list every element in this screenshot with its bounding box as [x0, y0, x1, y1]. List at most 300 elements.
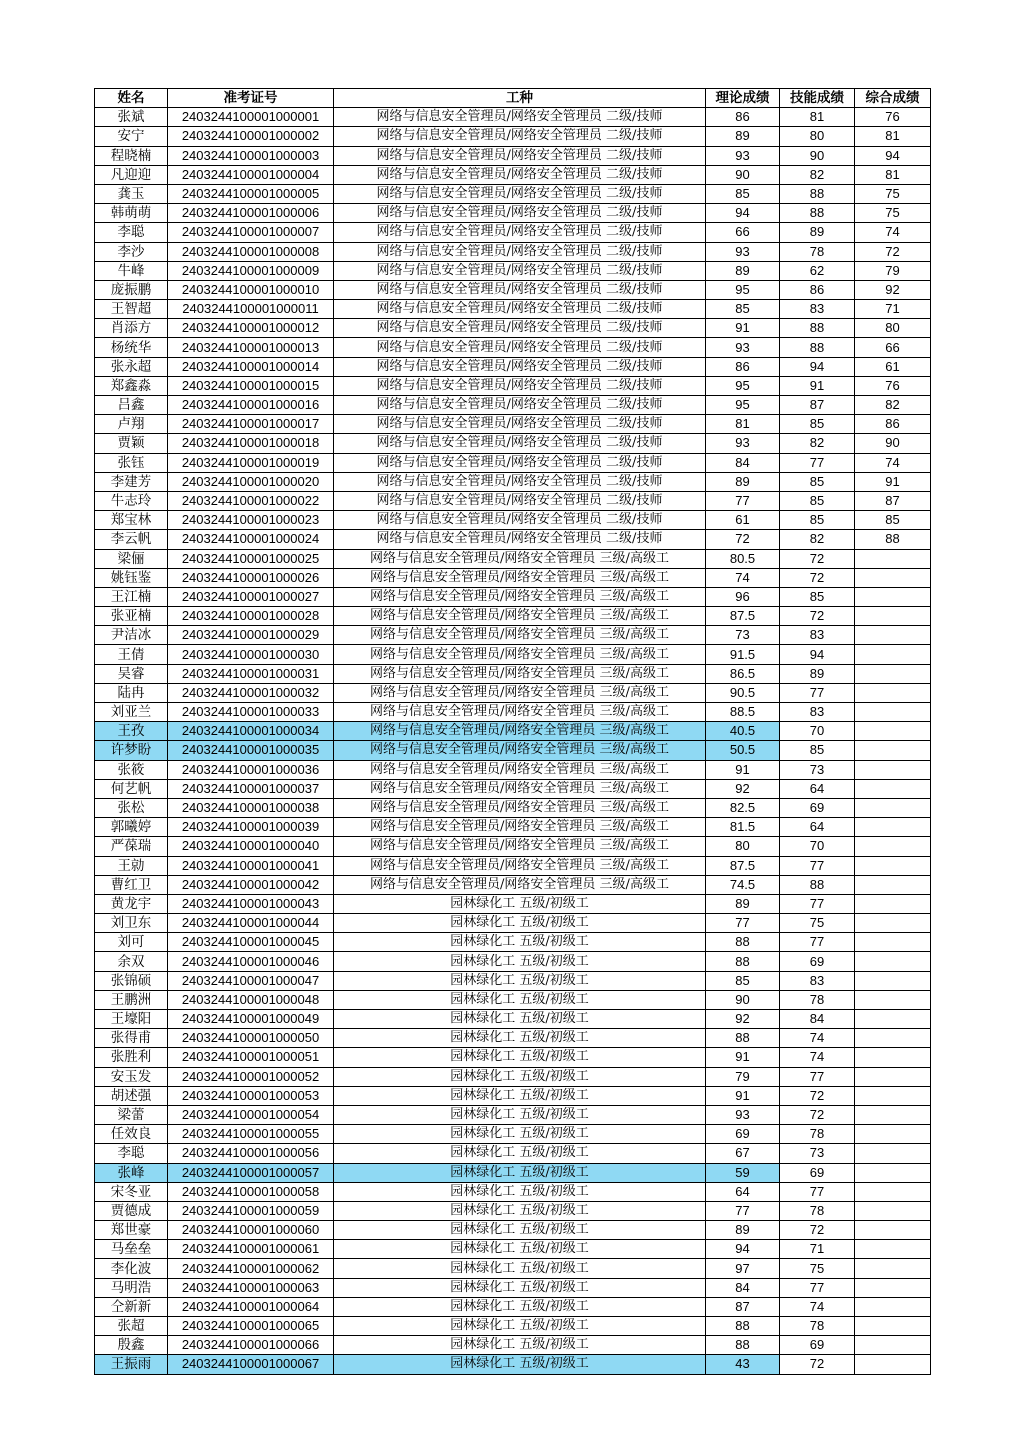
exam-id-cell: 2403244100001000032 — [168, 683, 334, 702]
job-type-cell: 园林绿化工 五级/初级工 — [334, 933, 706, 952]
total-score-cell — [855, 722, 931, 741]
skill-score-cell: 77 — [780, 894, 855, 913]
theory-score-cell: 59 — [706, 1163, 780, 1182]
theory-score-cell: 93 — [706, 146, 780, 165]
job-type-cell: 网络与信息安全管理员/网络安全管理员 三级/高级工 — [334, 760, 706, 779]
exam-id-cell: 2403244100001000023 — [168, 511, 334, 530]
name-cell: 姚钰鉴 — [95, 568, 168, 587]
skill-score-cell: 85 — [780, 511, 855, 530]
theory-score-cell: 69 — [706, 1125, 780, 1144]
theory-score-cell: 67 — [706, 1144, 780, 1163]
total-score-cell — [855, 837, 931, 856]
skill-score-cell: 85 — [780, 491, 855, 510]
skill-score-cell: 71 — [780, 1240, 855, 1259]
skill-score-cell: 69 — [780, 1336, 855, 1355]
skill-score-cell: 82 — [780, 434, 855, 453]
name-cell: 余双 — [95, 952, 168, 971]
job-type-cell: 园林绿化工 五级/初级工 — [334, 1182, 706, 1201]
total-score-cell — [855, 894, 931, 913]
name-cell: 王智超 — [95, 300, 168, 319]
name-cell: 郑世豪 — [95, 1221, 168, 1240]
table-row — [95, 357, 931, 376]
name-cell: 胡述强 — [95, 1086, 168, 1105]
skill-score-cell: 89 — [780, 223, 855, 242]
table-row — [95, 875, 931, 894]
theory-score-cell: 77 — [706, 914, 780, 933]
exam-id-cell: 2403244100001000020 — [168, 472, 334, 491]
total-score-cell: 87 — [855, 491, 931, 510]
table-row — [95, 741, 931, 760]
exam-id-cell: 2403244100001000038 — [168, 798, 334, 817]
total-score-cell: 61 — [855, 357, 931, 376]
name-cell: 杨统华 — [95, 338, 168, 357]
total-score-cell: 80 — [855, 319, 931, 338]
skill-score-cell: 88 — [780, 338, 855, 357]
table-row — [95, 1163, 931, 1182]
theory-score-cell: 90 — [706, 165, 780, 184]
name-cell: 宋冬亚 — [95, 1182, 168, 1201]
name-cell: 任效良 — [95, 1125, 168, 1144]
header-skill-score: 技能成绩 — [780, 89, 855, 108]
total-score-cell: 92 — [855, 280, 931, 299]
skill-score-cell: 75 — [780, 914, 855, 933]
job-type-cell: 网络与信息安全管理员/网络安全管理员 二级/技师 — [334, 319, 706, 338]
total-score-cell: 91 — [855, 472, 931, 491]
skill-score-cell: 77 — [780, 1182, 855, 1201]
total-score-cell: 75 — [855, 204, 931, 223]
skill-score-cell: 83 — [780, 626, 855, 645]
exam-id-cell: 2403244100001000011 — [168, 300, 334, 319]
table-row — [95, 1278, 931, 1297]
job-type-cell: 网络与信息安全管理员/网络安全管理员 二级/技师 — [334, 184, 706, 203]
name-cell: 李聪 — [95, 1144, 168, 1163]
theory-score-cell: 77 — [706, 1201, 780, 1220]
name-cell: 刘卫东 — [95, 914, 168, 933]
name-cell: 刘亚兰 — [95, 703, 168, 722]
exam-id-cell: 2403244100001000042 — [168, 875, 334, 894]
theory-score-cell: 90.5 — [706, 683, 780, 702]
theory-score-cell: 84 — [706, 1278, 780, 1297]
name-cell: 张斌 — [95, 108, 168, 127]
header-name: 姓名 — [95, 89, 168, 108]
total-score-cell: 94 — [855, 146, 931, 165]
skill-score-cell: 64 — [780, 779, 855, 798]
skill-score-cell: 80 — [780, 127, 855, 146]
total-score-cell: 71 — [855, 300, 931, 319]
name-cell: 安宁 — [95, 127, 168, 146]
table-row — [95, 856, 931, 875]
total-score-cell — [855, 664, 931, 683]
total-score-cell — [855, 1010, 931, 1029]
header-theory-score: 理论成绩 — [706, 89, 780, 108]
name-cell: 王江楠 — [95, 587, 168, 606]
table-row — [95, 338, 931, 357]
exam-id-cell: 2403244100001000062 — [168, 1259, 334, 1278]
exam-id-cell: 2403244100001000022 — [168, 491, 334, 510]
theory-score-cell: 43 — [706, 1355, 780, 1374]
exam-id-cell: 2403244100001000008 — [168, 242, 334, 261]
job-type-cell: 园林绿化工 五级/初级工 — [334, 1048, 706, 1067]
name-cell: 张峰 — [95, 1163, 168, 1182]
theory-score-cell: 91.5 — [706, 645, 780, 664]
name-cell: 尹洁冰 — [95, 626, 168, 645]
theory-score-cell: 91 — [706, 1086, 780, 1105]
exam-id-cell: 2403244100001000065 — [168, 1317, 334, 1336]
job-type-cell: 网络与信息安全管理员/网络安全管理员 三级/高级工 — [334, 607, 706, 626]
name-cell: 庞振鹏 — [95, 280, 168, 299]
skill-score-cell: 85 — [780, 741, 855, 760]
name-cell: 李聪 — [95, 223, 168, 242]
theory-score-cell: 85 — [706, 300, 780, 319]
theory-score-cell: 88 — [706, 1336, 780, 1355]
table-row — [95, 1144, 931, 1163]
exam-id-cell: 2403244100001000049 — [168, 1010, 334, 1029]
table-row — [95, 1048, 931, 1067]
skill-score-cell: 83 — [780, 971, 855, 990]
total-score-cell: 88 — [855, 530, 931, 549]
name-cell: 刘可 — [95, 933, 168, 952]
exam-id-cell: 2403244100001000047 — [168, 971, 334, 990]
table-row — [95, 587, 931, 606]
total-score-cell — [855, 741, 931, 760]
skill-score-cell: 72 — [780, 1221, 855, 1240]
skill-score-cell: 90 — [780, 146, 855, 165]
theory-score-cell: 86 — [706, 357, 780, 376]
table-row — [95, 376, 931, 395]
job-type-cell: 园林绿化工 五级/初级工 — [334, 1355, 706, 1374]
exam-id-cell: 2403244100001000035 — [168, 741, 334, 760]
job-type-cell: 网络与信息安全管理员/网络安全管理员 二级/技师 — [334, 511, 706, 530]
table-row — [95, 1010, 931, 1029]
table-row — [95, 1221, 931, 1240]
exam-id-cell: 2403244100001000027 — [168, 587, 334, 606]
theory-score-cell: 77 — [706, 491, 780, 510]
skill-score-cell: 74 — [780, 1297, 855, 1316]
name-cell: 王孜 — [95, 722, 168, 741]
skill-score-cell: 62 — [780, 261, 855, 280]
theory-score-cell: 91 — [706, 760, 780, 779]
table-row — [95, 683, 931, 702]
skill-score-cell: 72 — [780, 607, 855, 626]
total-score-cell: 75 — [855, 184, 931, 203]
skill-score-cell: 70 — [780, 837, 855, 856]
skill-score-cell: 83 — [780, 300, 855, 319]
theory-score-cell: 81.5 — [706, 818, 780, 837]
total-score-cell — [855, 1201, 931, 1220]
exam-id-cell: 2403244100001000045 — [168, 933, 334, 952]
exam-id-cell: 2403244100001000018 — [168, 434, 334, 453]
theory-score-cell: 93 — [706, 338, 780, 357]
header-job-type: 工种 — [334, 89, 706, 108]
theory-score-cell: 88 — [706, 1029, 780, 1048]
exam-id-cell: 2403244100001000039 — [168, 818, 334, 837]
skill-score-cell: 77 — [780, 1278, 855, 1297]
skill-score-cell: 72 — [780, 549, 855, 568]
exam-id-cell: 2403244100001000005 — [168, 184, 334, 203]
theory-score-cell: 88.5 — [706, 703, 780, 722]
table-row — [95, 703, 931, 722]
theory-score-cell: 92 — [706, 779, 780, 798]
skill-score-cell: 78 — [780, 990, 855, 1009]
name-cell: 马明浩 — [95, 1278, 168, 1297]
name-cell: 李建芳 — [95, 472, 168, 491]
theory-score-cell: 86.5 — [706, 664, 780, 683]
table-row — [95, 914, 931, 933]
header-exam-id: 准考证号 — [168, 89, 334, 108]
skill-score-cell: 77 — [780, 933, 855, 952]
total-score-cell — [855, 1221, 931, 1240]
total-score-cell — [855, 779, 931, 798]
theory-score-cell: 94 — [706, 204, 780, 223]
name-cell: 郑鑫淼 — [95, 376, 168, 395]
total-score-cell — [855, 1105, 931, 1124]
skill-score-cell: 89 — [780, 664, 855, 683]
exam-id-cell: 2403244100001000036 — [168, 760, 334, 779]
theory-score-cell: 88 — [706, 1317, 780, 1336]
name-cell: 王勍 — [95, 856, 168, 875]
theory-score-cell: 88 — [706, 933, 780, 952]
skill-score-cell: 88 — [780, 875, 855, 894]
theory-score-cell: 97 — [706, 1259, 780, 1278]
skill-score-cell: 81 — [780, 108, 855, 127]
name-cell: 梁俪 — [95, 549, 168, 568]
table-row — [95, 549, 931, 568]
name-cell: 张亚楠 — [95, 607, 168, 626]
total-score-cell — [855, 1067, 931, 1086]
job-type-cell: 网络与信息安全管理员/网络安全管理员 二级/技师 — [334, 280, 706, 299]
total-score-cell: 86 — [855, 415, 931, 434]
exam-id-cell: 2403244100001000024 — [168, 530, 334, 549]
job-type-cell: 园林绿化工 五级/初级工 — [334, 1201, 706, 1220]
total-score-cell — [855, 645, 931, 664]
theory-score-cell: 84 — [706, 453, 780, 472]
skill-score-cell: 94 — [780, 357, 855, 376]
name-cell: 吴睿 — [95, 664, 168, 683]
name-cell: 殷鑫 — [95, 1336, 168, 1355]
name-cell: 程晓楠 — [95, 146, 168, 165]
exam-id-cell: 2403244100001000012 — [168, 319, 334, 338]
total-score-cell — [855, 875, 931, 894]
name-cell: 张永超 — [95, 357, 168, 376]
exam-id-cell: 2403244100001000051 — [168, 1048, 334, 1067]
exam-id-cell: 2403244100001000006 — [168, 204, 334, 223]
exam-id-cell: 2403244100001000001 — [168, 108, 334, 127]
skill-score-cell: 78 — [780, 1317, 855, 1336]
table-row — [95, 760, 931, 779]
name-cell: 仝新新 — [95, 1297, 168, 1316]
exam-id-cell: 2403244100001000033 — [168, 703, 334, 722]
skill-score-cell: 86 — [780, 280, 855, 299]
exam-id-cell: 2403244100001000025 — [168, 549, 334, 568]
job-type-cell: 园林绿化工 五级/初级工 — [334, 1317, 706, 1336]
name-cell: 张锦硕 — [95, 971, 168, 990]
table-row — [95, 1125, 931, 1144]
name-cell: 牛峰 — [95, 261, 168, 280]
name-cell: 许梦盼 — [95, 741, 168, 760]
job-type-cell: 网络与信息安全管理员/网络安全管理员 二级/技师 — [334, 300, 706, 319]
theory-score-cell: 91 — [706, 319, 780, 338]
job-type-cell: 网络与信息安全管理员/网络安全管理员 三级/高级工 — [334, 587, 706, 606]
job-type-cell: 网络与信息安全管理员/网络安全管理员 二级/技师 — [334, 242, 706, 261]
theory-score-cell: 87.5 — [706, 856, 780, 875]
name-cell: 郑宝林 — [95, 511, 168, 530]
table-row — [95, 626, 931, 645]
exam-id-cell: 2403244100001000057 — [168, 1163, 334, 1182]
total-score-cell — [855, 568, 931, 587]
table-row — [95, 990, 931, 1009]
job-type-cell: 网络与信息安全管理员/网络安全管理员 二级/技师 — [334, 223, 706, 242]
exam-id-cell: 2403244100001000052 — [168, 1067, 334, 1086]
theory-score-cell: 92 — [706, 1010, 780, 1029]
skill-score-cell: 70 — [780, 722, 855, 741]
total-score-cell — [855, 549, 931, 568]
total-score-cell — [855, 760, 931, 779]
name-cell: 凡迎迎 — [95, 165, 168, 184]
total-score-cell — [855, 1355, 931, 1374]
job-type-cell: 网络与信息安全管理员/网络安全管理员 三级/高级工 — [334, 549, 706, 568]
job-type-cell: 网络与信息安全管理员/网络安全管理员 二级/技师 — [334, 453, 706, 472]
table-row — [95, 894, 931, 913]
job-type-cell: 网络与信息安全管理员/网络安全管理员 三级/高级工 — [334, 818, 706, 837]
name-cell: 严葆瑞 — [95, 837, 168, 856]
skill-score-cell: 88 — [780, 204, 855, 223]
theory-score-cell: 90 — [706, 990, 780, 1009]
job-type-cell: 网络与信息安全管理员/网络安全管理员 三级/高级工 — [334, 875, 706, 894]
exam-id-cell: 2403244100001000017 — [168, 415, 334, 434]
table-row — [95, 1259, 931, 1278]
total-score-cell: 81 — [855, 127, 931, 146]
job-type-cell: 园林绿化工 五级/初级工 — [334, 1125, 706, 1144]
score-sheet — [94, 88, 931, 1375]
theory-score-cell: 93 — [706, 242, 780, 261]
theory-score-cell: 86 — [706, 108, 780, 127]
name-cell: 龚玉 — [95, 184, 168, 203]
exam-id-cell: 2403244100001000003 — [168, 146, 334, 165]
job-type-cell: 网络与信息安全管理员/网络安全管理员 三级/高级工 — [334, 837, 706, 856]
job-type-cell: 网络与信息安全管理员/网络安全管理员 二级/技师 — [334, 357, 706, 376]
job-type-cell: 园林绿化工 五级/初级工 — [334, 1240, 706, 1259]
total-score-cell — [855, 1029, 931, 1048]
exam-id-cell: 2403244100001000031 — [168, 664, 334, 683]
table-row — [95, 472, 931, 491]
skill-score-cell: 73 — [780, 1144, 855, 1163]
table-row — [95, 184, 931, 203]
skill-score-cell: 82 — [780, 530, 855, 549]
skill-score-cell: 82 — [780, 165, 855, 184]
exam-id-cell: 2403244100001000066 — [168, 1336, 334, 1355]
theory-score-cell: 95 — [706, 396, 780, 415]
total-score-cell — [855, 1259, 931, 1278]
exam-id-cell: 2403244100001000002 — [168, 127, 334, 146]
total-score-cell: 81 — [855, 165, 931, 184]
exam-id-cell: 2403244100001000028 — [168, 607, 334, 626]
exam-id-cell: 2403244100001000014 — [168, 357, 334, 376]
name-cell: 王振雨 — [95, 1355, 168, 1374]
table-row — [95, 1336, 931, 1355]
table-row — [95, 242, 931, 261]
job-type-cell: 园林绿化工 五级/初级工 — [334, 1010, 706, 1029]
total-score-cell — [855, 971, 931, 990]
skill-score-cell: 84 — [780, 1010, 855, 1029]
total-score-cell — [855, 1144, 931, 1163]
table-row — [95, 300, 931, 319]
table-row — [95, 952, 931, 971]
name-cell: 何艺帆 — [95, 779, 168, 798]
name-cell: 郭曦婷 — [95, 818, 168, 837]
total-score-cell — [855, 1297, 931, 1316]
job-type-cell: 网络与信息安全管理员/网络安全管理员 二级/技师 — [334, 472, 706, 491]
exam-id-cell: 2403244100001000009 — [168, 261, 334, 280]
theory-score-cell: 40.5 — [706, 722, 780, 741]
skill-score-cell: 69 — [780, 798, 855, 817]
skill-score-cell: 78 — [780, 1201, 855, 1220]
job-type-cell: 网络与信息安全管理员/网络安全管理员 二级/技师 — [334, 146, 706, 165]
skill-score-cell: 73 — [780, 760, 855, 779]
table-row — [95, 722, 931, 741]
total-score-cell — [855, 990, 931, 1009]
table-row — [95, 664, 931, 683]
theory-score-cell: 80.5 — [706, 549, 780, 568]
job-type-cell: 网络与信息安全管理员/网络安全管理员 二级/技师 — [334, 434, 706, 453]
table-row — [95, 779, 931, 798]
theory-score-cell: 93 — [706, 434, 780, 453]
job-type-cell: 园林绿化工 五级/初级工 — [334, 971, 706, 990]
name-cell: 张松 — [95, 798, 168, 817]
total-score-cell: 66 — [855, 338, 931, 357]
skill-score-cell: 69 — [780, 1163, 855, 1182]
table-row — [95, 1240, 931, 1259]
table-row — [95, 971, 931, 990]
table-row — [95, 434, 931, 453]
theory-score-cell: 82.5 — [706, 798, 780, 817]
skill-score-cell: 88 — [780, 184, 855, 203]
table-row — [95, 511, 931, 530]
skill-score-cell: 74 — [780, 1029, 855, 1048]
table-row — [95, 1297, 931, 1316]
job-type-cell: 网络与信息安全管理员/网络安全管理员 二级/技师 — [334, 261, 706, 280]
table-row — [95, 165, 931, 184]
job-type-cell: 网络与信息安全管理员/网络安全管理员 三级/高级工 — [334, 645, 706, 664]
job-type-cell: 网络与信息安全管理员/网络安全管理员 二级/技师 — [334, 108, 706, 127]
job-type-cell: 网络与信息安全管理员/网络安全管理员 二级/技师 — [334, 204, 706, 223]
skill-score-cell: 72 — [780, 1105, 855, 1124]
total-score-cell — [855, 1086, 931, 1105]
total-score-cell — [855, 1240, 931, 1259]
name-cell: 张筱 — [95, 760, 168, 779]
table-row — [95, 1086, 931, 1105]
table-row — [95, 1029, 931, 1048]
job-type-cell: 园林绿化工 五级/初级工 — [334, 894, 706, 913]
job-type-cell: 网络与信息安全管理员/网络安全管理员 二级/技师 — [334, 491, 706, 510]
exam-id-cell: 2403244100001000061 — [168, 1240, 334, 1259]
name-cell: 李沙 — [95, 242, 168, 261]
theory-score-cell: 85 — [706, 971, 780, 990]
name-cell: 牛志玲 — [95, 491, 168, 510]
total-score-cell — [855, 1336, 931, 1355]
table-row — [95, 396, 931, 415]
skill-score-cell: 83 — [780, 703, 855, 722]
theory-score-cell: 73 — [706, 626, 780, 645]
exam-id-cell: 2403244100001000010 — [168, 280, 334, 299]
name-cell: 李化波 — [95, 1259, 168, 1278]
table-row — [95, 1105, 931, 1124]
theory-score-cell: 89 — [706, 472, 780, 491]
table-row — [95, 146, 931, 165]
name-cell: 黄龙宇 — [95, 894, 168, 913]
theory-score-cell: 95 — [706, 376, 780, 395]
job-type-cell: 网络与信息安全管理员/网络安全管理员 三级/高级工 — [334, 664, 706, 683]
total-score-cell: 79 — [855, 261, 931, 280]
